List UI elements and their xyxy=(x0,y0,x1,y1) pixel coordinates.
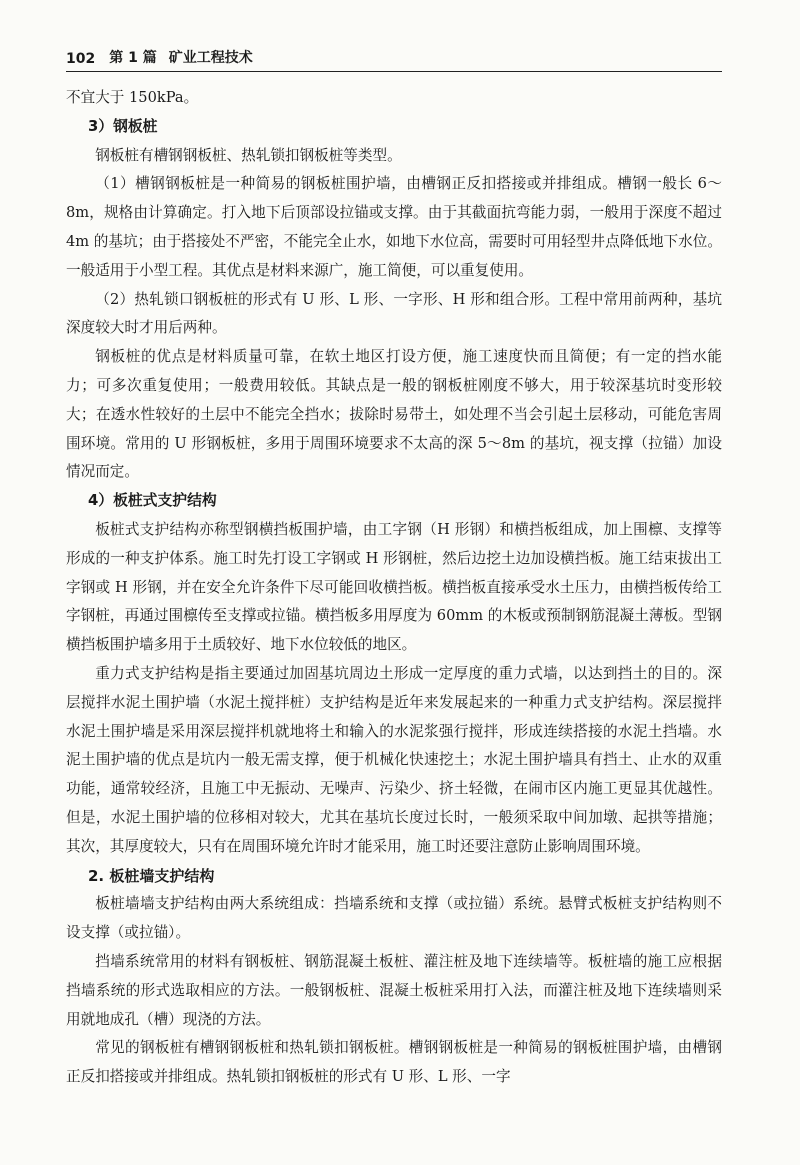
chapter-title: 矿业工程技术 xyxy=(168,50,253,66)
page-number: 102 xyxy=(66,51,96,67)
paragraph: 钢板桩的优点是材料质量可靠，在软土地区打设方便，施工速度快而且简便；有一定的挡水能力；可多次重复使用；一般费用较低。其缺点是一般的钢板桩刚度不够大，用于较深基坑时变形较大；在透水性较好的土层中不能完全挡水；拔除时易带土，如处理不当会引起土层移动，可能危害周围环境。常用的 U 形钢板桩，多用于周围环境要求不太高的深 5～8m 的基坑，视支撑（拉锚）加设情况而定。 xyxy=(66,348,722,481)
page-header xyxy=(66,44,722,72)
paragraph: 钢板桩有槽钢钢板桩、热轧锁扣钢板桩等类型。 xyxy=(95,146,402,164)
paragraph: 板桩式支护结构亦称型钢横挡板围护墙，由工字钢（H 形钢）和横挡板组成，加上围檩、支撑等形成的一种支护体系。施工时先打设工字钢或 H 形钢桩，然后边挖土边加设横挡板。施工结束拔出工字钢或 H 形钢，并在安全允许条件下尽可能回收横挡板。横挡板直接承受水土压力，由横挡板传给工字钢桩，再通过围檩传至支撑或拉锚。横挡板多用厚度为 60mm 的木板或预制钢筋混凝土薄板。型钢横挡板围护墙多用于土质较好、地下水位较低的地区。 xyxy=(66,520,722,654)
page-body xyxy=(66,84,722,1092)
part-label: 第 1 篇 xyxy=(109,50,157,66)
paragraph: （2）热轧锁口钢板桩的形式有 U 形、L 形、一字形、H 形和组合形。工程中常用前两种，基坑深度较大时才用后两种。 xyxy=(66,290,722,337)
section-heading-sheet-pile-wall: 2. 板桩墙支护结构 xyxy=(88,866,215,885)
paragraph-continuation: 不宜大于 150kPa。 xyxy=(66,89,199,106)
paragraph: 挡墙系统常用的材料有钢板桩、钢筋混凝土板桩、灌注桩及地下连续墙等。板桩墙的施工应根据挡墙系统的形式选取相应的方法。一般钢板桩、混凝土板桩采用打入法，而灌注桩及地下连续墙则采用就地成孔（槽）现浇的方法。 xyxy=(66,952,722,1028)
paragraph: 常见的钢板桩有槽钢钢板桩和热轧锁扣钢板桩。槽钢钢板桩是一种简易的钢板桩围护墙，由槽钢正反扣搭接或并排组成。热轧锁扣钢板桩的形式有 U 形、L 形、一字 xyxy=(66,1039,722,1086)
subsection-heading-soldier-pile: 4）板桩式支护结构 xyxy=(88,492,217,510)
paragraph: 板桩墙墙支护结构由两大系统组成：挡墙系统和支撑（或拉锚）系统。悬臂式板桩支护结构则不设支撑（或拉锚）。 xyxy=(66,895,722,942)
paragraph: （1）槽钢钢板桩是一种简易的钢板桩围护墙，由槽钢正反扣搭接或并排组成。槽钢一般长 6～8m，规格由计算确定。打入地下后顶部设拉锚或支撑。由于其截面抗弯能力弱，一般用于深度不超过 4m 的基坑；由于搭接处不严密，不能完全止水，如地下水位高，需要时可用轻型井点降低地下水位。一般适用于小型工程。其优点是材料来源广，施工简便，可以重复使用。 xyxy=(66,175,722,279)
subsection-heading-steel-sheet-pile: 3）钢板桩 xyxy=(88,117,158,135)
paragraph: 重力式支护结构是指主要通过加固基坑周边土形成一定厚度的重力式墙，以达到挡土的目的。深层搅拌水泥土围护墙（水泥土搅拌桩）支护结构是近年来发展起来的一种重力式支护结构。深层搅拌水泥土围护墙是采用深层搅拌机就地将土和输入的水泥浆强行搅拌，形成连续搭接的水泥土挡墙。水泥土围护墙的优点是坑内一般无需支撑，便于机械化快速挖土；水泥土围护墙具有挡土、止水的双重功能，通常较经济，且施工中无振动、无噪声、污染少、挤土轻微，在闹市区内施工更显其优越性。但是，水泥土围护墙的位移相对较大，尤其在基坑长度过长时，一般须采取中间加墩、起拱等措施；其次，其厚度较大，只有在周围环境允许时才能采用，施工时还要注意防止影响周围环境。 xyxy=(66,664,722,855)
